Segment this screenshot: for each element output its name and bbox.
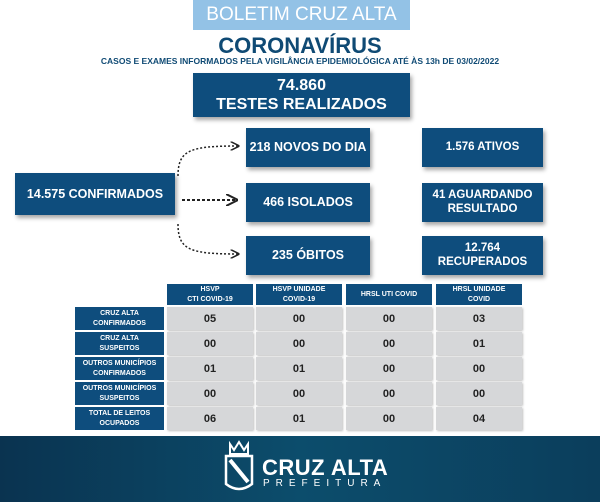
coat-of-arms-icon xyxy=(222,440,256,496)
column-header xyxy=(436,284,522,305)
recovered-label: RECUPERADOS xyxy=(437,255,528,268)
column-header-line2: COVID-19 xyxy=(282,295,316,303)
row-header-line1: CRUZ ALTA xyxy=(100,310,139,318)
column-header-line1: HSVP UNIDADE xyxy=(272,286,326,294)
table-cell: 00 xyxy=(346,307,432,330)
row-header-line2: SUSPEITOS xyxy=(99,394,140,402)
row-header-line2: SUSPEITOS xyxy=(99,344,140,352)
row-header-line1: OUTROS MUNICÍPIOS xyxy=(82,385,157,393)
isolated-box: 466 ISOLADOS xyxy=(246,183,370,222)
column-header xyxy=(167,284,253,305)
row-header xyxy=(75,407,164,430)
confirmed-box: 14.575 CONFIRMADOS xyxy=(15,173,175,215)
tests-value: 74.860 xyxy=(277,76,326,94)
row-header-line1: TOTAL DE LEITOS xyxy=(88,410,151,418)
active-text: 1.576 ATIVOS xyxy=(445,140,520,153)
table-cell: 00 xyxy=(256,332,342,355)
table-cell: 06 xyxy=(167,407,253,430)
table-cell: 00 xyxy=(346,382,432,405)
table-cell: 04 xyxy=(436,407,522,430)
table-cell: 03 xyxy=(436,307,522,330)
arrow-up-icon xyxy=(178,146,238,176)
footer-logo-sub: PREFEITURA xyxy=(263,478,387,489)
row-header xyxy=(75,382,164,405)
row-header xyxy=(75,357,164,380)
table-cell: 00 xyxy=(346,332,432,355)
bulletin-title: BOLETIM CRUZ ALTA xyxy=(193,0,410,30)
table-cell: 00 xyxy=(167,332,253,355)
table-cell: 01 xyxy=(436,332,522,355)
table-cell: 00 xyxy=(256,382,342,405)
row-header-line1: OUTROS MUNICÍPIOS xyxy=(82,360,157,368)
awaiting-line1: 41 AGUARDANDO xyxy=(432,188,533,201)
row-header xyxy=(75,307,164,330)
footer-logo-name: CRUZ ALTA xyxy=(262,455,389,480)
row-header xyxy=(75,332,164,355)
new-cases-box: 218 NOVOS DO DIA xyxy=(246,128,370,167)
column-header-line2: CTI COVID-19 xyxy=(187,295,233,303)
table-cell: 00 xyxy=(256,307,342,330)
row-header-line2: CONFIRMADOS xyxy=(93,369,146,377)
column-header-line2: COVID xyxy=(467,295,491,303)
table-cell: 01 xyxy=(167,357,253,380)
row-header-line2: CONFIRMADOS xyxy=(93,319,146,327)
column-header-line1: HSVP xyxy=(200,286,220,294)
subtitle: CASOS E EXAMES INFORMADOS PELA VIGILÂNCIA EPIDEMIOLÓGICA ATÉ ÀS 13h DE 03/02/2022 xyxy=(100,56,500,66)
table-cell: 01 xyxy=(256,407,342,430)
table-cell: 00 xyxy=(436,382,522,405)
table-cell: 00 xyxy=(346,407,432,430)
heading: CORONAVÍRUS xyxy=(218,33,382,58)
row-header-line1: CRUZ ALTA xyxy=(100,335,139,343)
row-header-line2: OCUPADOS xyxy=(99,419,140,427)
column-header-line1: HRSL UTI COVID xyxy=(360,290,418,298)
column-header xyxy=(256,284,342,305)
table-cell: 00 xyxy=(346,357,432,380)
arrow-down-icon xyxy=(178,224,238,254)
awaiting-line2: RESULTADO xyxy=(447,202,518,215)
table-cell: 05 xyxy=(167,307,253,330)
tests-label: TESTES REALIZADOS xyxy=(216,96,387,113)
column-header-line1: HRSL UNIDADE xyxy=(452,286,506,294)
table-cell: 00 xyxy=(167,382,253,405)
deaths-box: 235 ÓBITOS xyxy=(246,236,370,275)
table-cell: 00 xyxy=(436,357,522,380)
recovered-value: 12.764 xyxy=(464,241,501,254)
table-cell: 01 xyxy=(256,357,342,380)
column-header xyxy=(346,284,432,305)
